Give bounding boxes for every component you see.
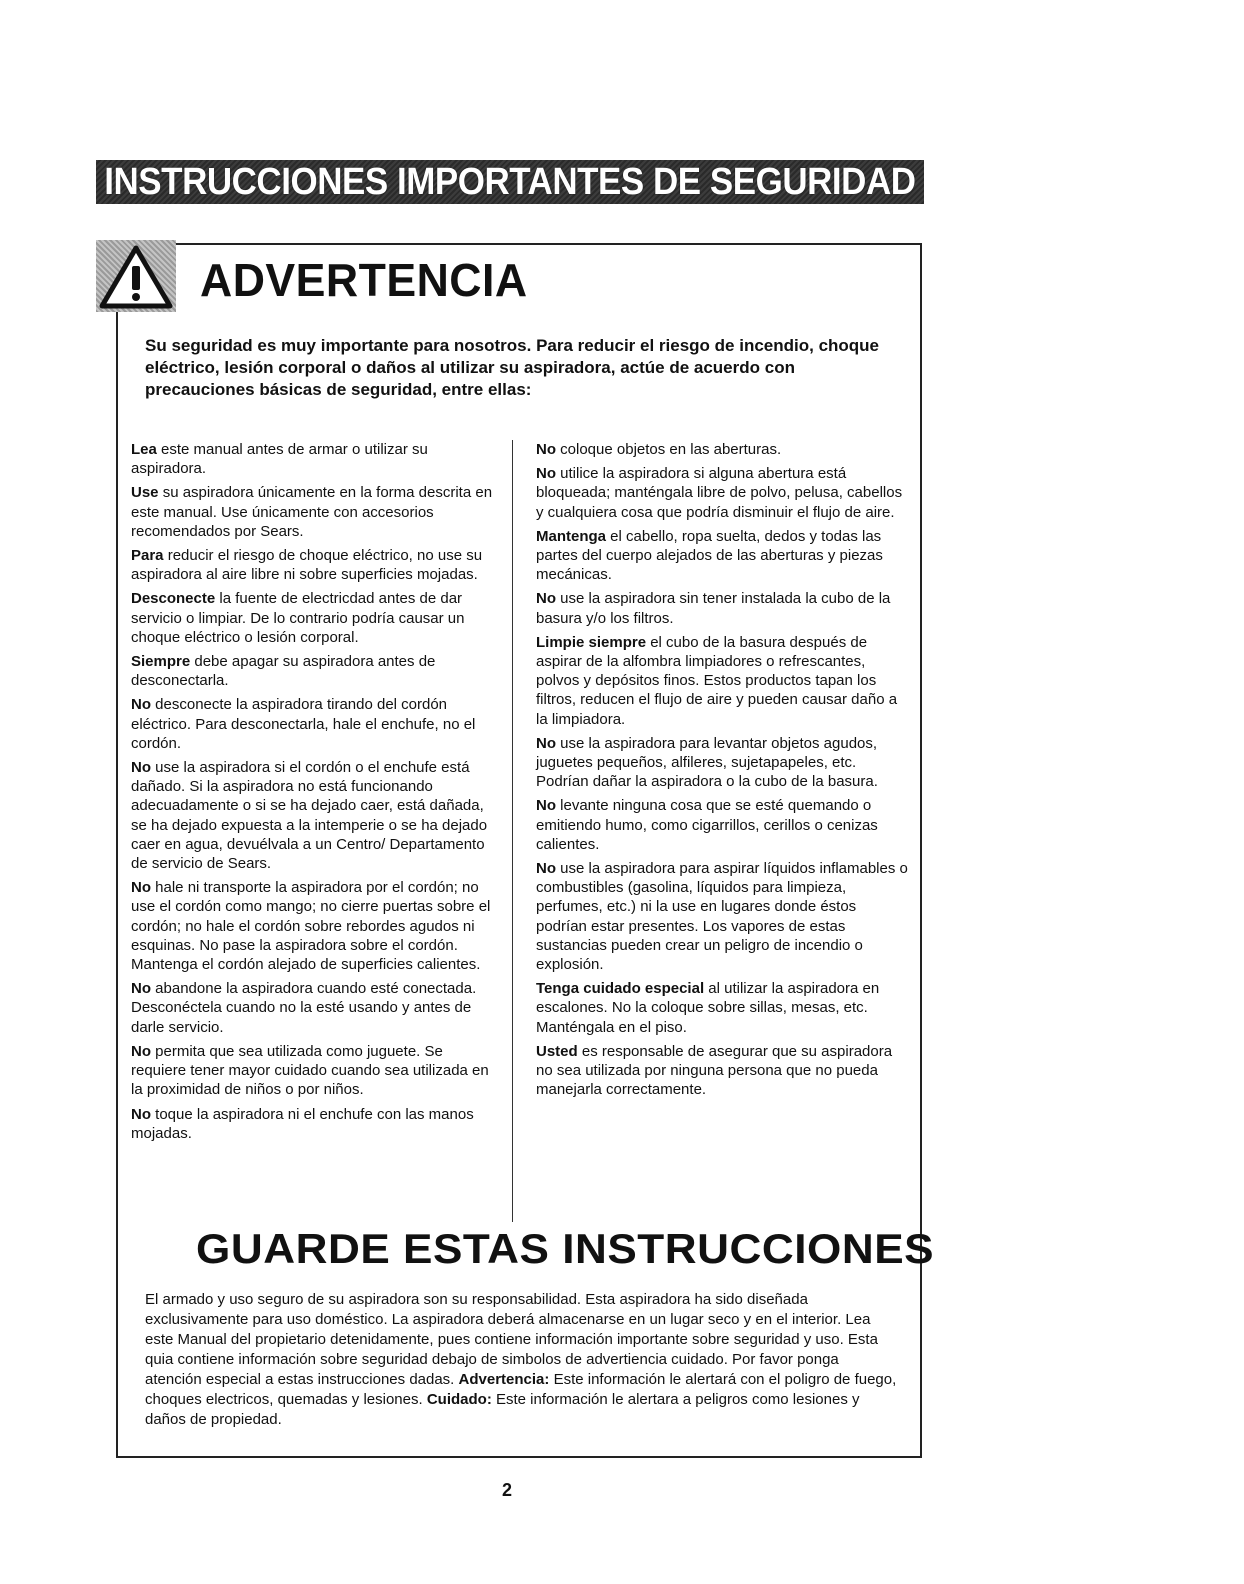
- safety-item-text: la fuente de electricdad antes de dar servicio o limpiar. De lo contrario podría causar un choque eléctrico o lesión corporal.: [131, 590, 465, 646]
- safety-item: [131, 979, 493, 1037]
- closing-text-3: Este información le alertara a peligros como lesiones y daños de propiedad.: [145, 1391, 860, 1428]
- safety-item-text: el cubo de la basura después de aspirar de la alfombra limpiadores o refrescantes, polvos y depósitos finos. Estos productos tapan los filtros, reducen el flujo de aire y pueden causar daño a la limpiadora.: [536, 633, 898, 728]
- safety-item-lead: Para: [131, 547, 164, 565]
- closing-advertencia-label: Advertencia:: [458, 1371, 550, 1388]
- safety-item-lead: Limpie siempre: [536, 633, 647, 651]
- safety-item-text: permita que sea utilizada como juguete. Se requiere tener mayor cuidado cuando sea utilizada en la proximidad de niños o por niños.: [131, 1042, 489, 1099]
- closing-paragraph: [145, 1290, 897, 1430]
- safety-item: [536, 796, 908, 854]
- safety-item: [131, 589, 493, 647]
- safety-item-text: desconecte la aspiradora tirando del cordón eléctrico. Para desconectarla, hale el enchufe, no el cordón.: [131, 696, 476, 752]
- safety-item: [536, 527, 908, 585]
- safety-item-lead: No: [131, 696, 151, 714]
- safety-item-lead: No: [536, 860, 556, 878]
- safety-item: [536, 440, 908, 459]
- safety-item: [536, 633, 908, 729]
- safety-item: [131, 1105, 493, 1143]
- safety-item: [536, 859, 908, 974]
- closing-cuidado-label: Cuidado:: [426, 1391, 492, 1408]
- warning-heading: ADVERTENCIA: [200, 254, 528, 306]
- safety-item-text: reducir el riesgo de choque eléctrico, no use su aspiradora al aire libre ni sobre superficies mojadas.: [131, 547, 483, 584]
- safety-item: [131, 546, 493, 584]
- safety-item-lead: No: [131, 1105, 151, 1123]
- warning-triangle-icon: [96, 240, 176, 312]
- column-divider: [512, 440, 513, 1222]
- safety-item-lead: No: [536, 734, 556, 752]
- safety-item-lead: Siempre: [131, 653, 191, 671]
- safety-item-text: coloque objetos en las aberturas.: [556, 441, 782, 458]
- safety-item: [131, 440, 493, 478]
- safety-item: [536, 1042, 908, 1100]
- warning-intro: Su seguridad es muy importante para nosotros. Para reducir el riesgo de incendio, choque eléctrico, lesión corporal o daños al utilizar su aspiradora, actúe de acuerdo con precauciones básicas de seguridad, entre ellas:: [145, 336, 880, 399]
- safety-item-lead: No: [131, 1042, 151, 1060]
- safety-item-text: este manual antes de armar o utilizar su aspiradora.: [131, 441, 428, 478]
- safety-item-text: toque la aspiradora ni el enchufe con las manos mojadas.: [131, 1105, 474, 1142]
- safety-item-lead: No: [131, 980, 151, 998]
- safety-item-lead: No: [536, 797, 556, 815]
- safety-item-lead: Lea: [131, 441, 157, 458]
- page-number: 2: [502, 1480, 513, 1500]
- safety-item-text: debe apagar su aspiradora antes de desconectarla.: [131, 653, 436, 690]
- safety-item-lead: Mantenga: [536, 527, 607, 545]
- safety-item: [131, 652, 493, 690]
- safety-item: [536, 734, 908, 792]
- safety-item-text: use la aspiradora para levantar objetos agudos, juguetes pequeños, alfileres, sujetapapeles, etc. Podrían dañar la aspiradora o la cubo de la basura.: [536, 734, 878, 791]
- safety-item-lead: No: [131, 879, 151, 897]
- safety-item-lead: Desconecte: [131, 590, 216, 608]
- save-instructions-heading: GUARDE ESTAS INSTRUCCIONES: [196, 1225, 935, 1272]
- right-column: [536, 440, 908, 1105]
- safety-item-text: al utilizar la aspiradora en escalones. No la coloque sobre sillas, mesas, etc. Manténgala en el piso.: [536, 980, 880, 1036]
- safety-item-lead: Usted: [536, 1042, 578, 1060]
- safety-item-text: use la aspiradora para aspirar líquidos inflamables o combustibles (gasolina, líquidos para limpieza, perfumes, etc.) ni la use en lugares donde éstos podrían estar presentes. Los vapores de estas sustancias pueden crear un peligro de incendio o explosión.: [536, 860, 908, 974]
- safety-item-text: hale ni transporte la aspiradora por el cordón; no use el cordón como mango; no cierre puertas sobre el cordón; no hale el cordón sobre rebordes agudos ni esquinas. No pase la aspiradora sobre el cordón. Mantenga el cordón alejado de superficies calientes.: [131, 879, 491, 974]
- left-column: [131, 440, 493, 1148]
- safety-item-lead: No: [131, 759, 151, 777]
- safety-item-text: use la aspiradora si el cordón o el enchufe está dañado. Si la aspiradora no está funcionando adecuadamente o si se ha dejado caer, está dañada, se ha dejado expuesta a la intemperie o se ha dejado caer en agua, devuélvala a un Centro/ Departamento de servicio de Sears.: [131, 759, 488, 873]
- safety-item-text: es responsable de asegurar que su aspiradora no sea utilizada por ninguna persona que no pueda manejarla correctamente.: [536, 1042, 893, 1099]
- safety-item-lead: No: [536, 465, 556, 483]
- safety-item-lead: Tenga cuidado especial: [536, 980, 705, 998]
- safety-item: [131, 483, 493, 541]
- safety-item-text: el cabello, ropa suelta, dedos y todas las partes del cuerpo alejados de las aberturas y piezas mecánicas.: [536, 527, 883, 584]
- warning-icon-block: [96, 240, 176, 312]
- safety-item: [536, 589, 908, 627]
- title-banner: [96, 160, 924, 204]
- safety-item-lead: Use: [131, 484, 159, 502]
- safety-item: [131, 1042, 493, 1100]
- safety-item: [131, 695, 493, 753]
- closing-text-2: Este información le alertará con el poligro de fuego, choques electricos, quemadas y lesiones.: [145, 1371, 897, 1408]
- safety-item: [536, 464, 908, 522]
- safety-item-lead: No: [536, 590, 556, 608]
- safety-item: [131, 758, 493, 873]
- safety-item: [131, 878, 493, 974]
- safety-item-text: use la aspiradora sin tener instalada la cubo de la basura y/o los filtros.: [536, 590, 891, 627]
- safety-item-lead: No: [536, 441, 556, 458]
- safety-item: [536, 979, 908, 1037]
- safety-item-text: abandone la aspiradora cuando esté conectada. Desconéctela cuando no la esté usando y antes de darle servicio.: [131, 980, 477, 1036]
- banner-title: INSTRUCCIONES IMPORTANTES DE SEGURIDAD: [104, 160, 916, 203]
- safety-item-text: su aspiradora únicamente en la forma descrita en este manual. Use únicamente con accesorios recomendados por Sears.: [131, 484, 493, 540]
- closing-text-1: El armado y uso seguro de su aspiradora son su responsabilidad. Esta aspiradora ha sido diseñada exclusivamente para uso doméstico. La aspiradora deberá almacenarse en un lugar seco y en el interior. Lea este Manual del propietario detenidamente, pues contiene información importante sobre seguridad y uso. Esta quia contiene información sobre seguridad debajo de simbolos de advertiencia cuidado. Por favor ponga atención especial a estas instrucciones dadas.: [145, 1291, 878, 1388]
- safety-item-text: levante ninguna cosa que se esté quemando o emitiendo humo, como cigarrillos, cerillos o cenizas calientes.: [536, 797, 878, 853]
- safety-item-text: utilice la aspiradora si alguna abertura está bloqueada; manténgala libre de polvo, pelusa, cabellos y cualquiera cosa que podría disminuir el flujo de aire.: [536, 465, 903, 521]
